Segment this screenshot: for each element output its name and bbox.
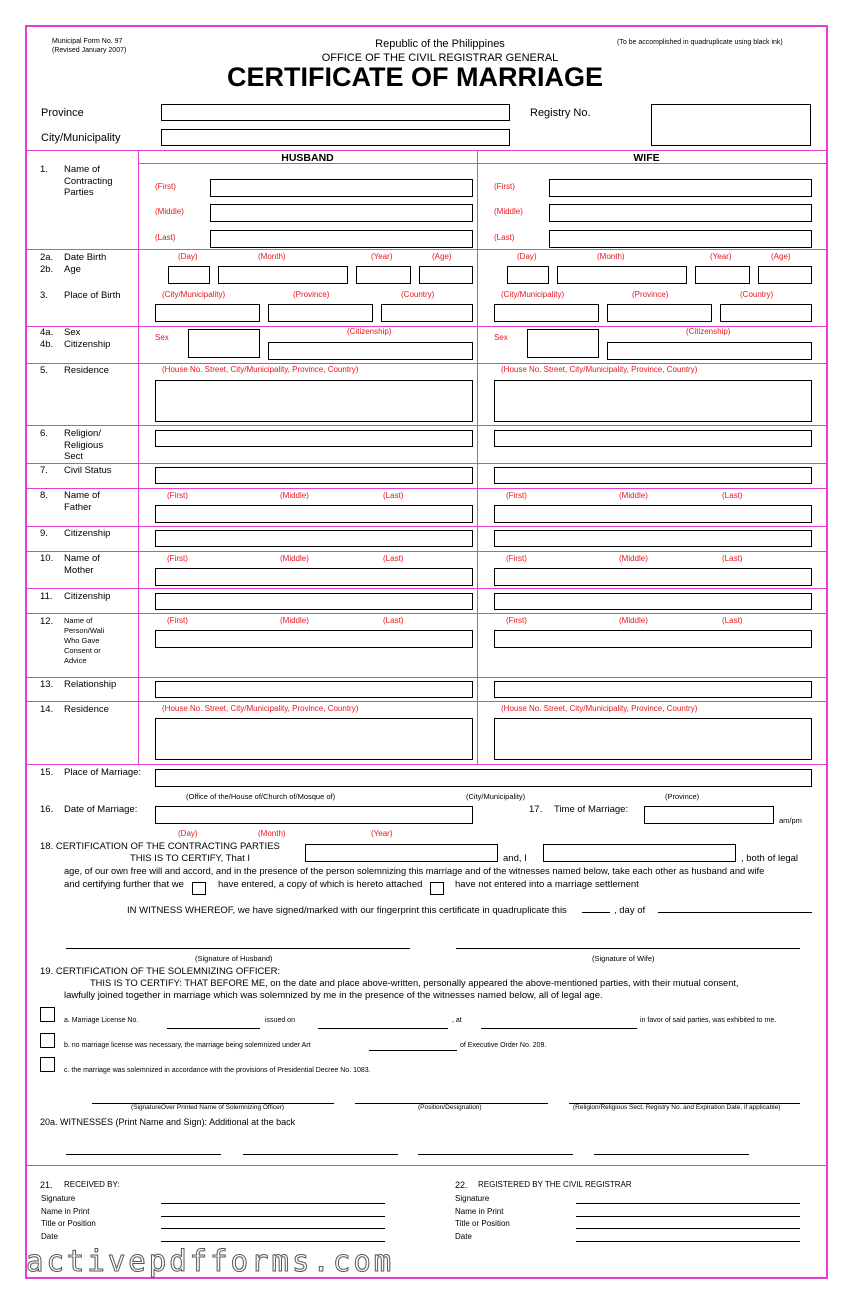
cert18-further: and certifying further that we <box>64 879 184 890</box>
option-a-label: a. Marriage License No. <box>64 1017 139 1024</box>
husband-birth-year[interactable] <box>356 266 411 284</box>
grid-line <box>25 764 828 765</box>
sublabel-first: (First) <box>494 182 515 191</box>
license-issued-date-field[interactable] <box>318 1028 448 1029</box>
wife-first-name[interactable] <box>549 179 812 197</box>
option-a-checkbox[interactable] <box>40 1007 55 1022</box>
husband-birth-day[interactable] <box>168 266 210 284</box>
sublabel-country: (Country) <box>401 290 435 299</box>
cert18-certify: THIS IS TO CERTIFY, That I <box>130 853 251 864</box>
cert18-title: 18. CERTIFICATION OF THE CONTRACTING PARTIES <box>40 841 280 852</box>
item-number: 6. <box>40 428 48 439</box>
item-number: 17. <box>529 804 543 815</box>
sublabel-residence: (House No. Street, City/Municipality, Province, Country) <box>501 365 698 374</box>
cert18-body: age, of our own free will and accord, and in the presence of the person solemnizing this marriage and of the witnesses named below, take each other as husband and wife <box>64 866 765 876</box>
sublabel-age: (Age) <box>432 252 452 261</box>
witnesses-label: 20a. WITNESSES (Print Name and Sign): Additional at the back <box>40 1117 296 1127</box>
grid-line <box>25 613 828 614</box>
sublabel-province: (Province) <box>632 290 669 299</box>
date-of-marriage-label: Date of Marriage: <box>64 804 138 815</box>
received-signature-field[interactable] <box>161 1203 385 1204</box>
ampm-label: am/pm <box>779 816 802 825</box>
witness-line-3[interactable] <box>418 1154 573 1155</box>
sublabel-last: (Last) <box>383 554 404 563</box>
cert18-day-of: , day of <box>614 905 646 916</box>
grid-line <box>25 1165 828 1166</box>
registered-date-label: Date <box>455 1232 472 1241</box>
sublabel-sex: Sex <box>155 333 169 342</box>
grid-line <box>25 425 828 426</box>
registry-label: Registry No. <box>530 107 591 119</box>
grid-line <box>477 150 478 764</box>
sublabel-city: (City/Municipality) <box>501 290 565 299</box>
officer-religion-label: (Religion/Religious Sect, Registry No. and Expiration Date, if applicable) <box>573 1104 781 1111</box>
wife-mother-name[interactable] <box>494 568 812 586</box>
cert19-line2: lawfully joined together in marriage which was solemnized by me in the presence of the witnesses named below, all of legal age. <box>64 990 603 1001</box>
option-b-label: b. no marriage license was necessary, the marriage being solemnized under Art <box>64 1042 311 1049</box>
row-label-mother: Name of Mother <box>64 553 100 576</box>
husband-religion[interactable] <box>155 430 473 447</box>
row-label-father: Name of Father <box>64 490 100 513</box>
item-number: 2a. 2b. <box>40 252 54 275</box>
wife-father-name[interactable] <box>494 505 812 523</box>
officer-position-label: (Position/Designation) <box>418 1104 482 1111</box>
item-number: 4a. 4b. <box>40 327 54 350</box>
wife-header: WIFE <box>633 152 660 164</box>
cert19-title: 19. CERTIFICATION OF THE SOLEMNIZING OFFICER: <box>40 966 281 977</box>
husband-age[interactable] <box>419 266 473 284</box>
province-field[interactable] <box>161 104 510 121</box>
place-of-marriage-field[interactable] <box>155 769 812 787</box>
husband-header: HUSBAND <box>281 152 334 164</box>
sublabel-first: (First) <box>506 554 527 563</box>
sublabel-citizenship: (Citizenship) <box>686 327 731 336</box>
sublabel-first: (First) <box>506 616 527 625</box>
cert18-wife-name[interactable] <box>543 844 736 862</box>
sublabel-middle: (Middle) <box>280 616 309 625</box>
wife-birth-year[interactable] <box>695 266 750 284</box>
grid-line <box>25 551 828 552</box>
grid-line <box>25 588 828 589</box>
husband-consent-residence[interactable] <box>155 718 473 760</box>
husband-sex[interactable] <box>188 329 260 358</box>
wife-signature-line[interactable] <box>456 948 800 949</box>
husband-first-name[interactable] <box>210 179 473 197</box>
page-title: CERTIFICATE OF MARRIAGE <box>227 62 603 92</box>
row-label-citizenship: Citizenship <box>64 528 111 539</box>
instruction-note: (To be accomplished in quadruplicate using black ink) <box>617 39 783 46</box>
husband-relationship[interactable] <box>155 681 473 698</box>
cert18-and-i: and, I <box>503 853 527 864</box>
sublabel-day: (Day) <box>517 252 537 261</box>
sublabel-province: (Province) <box>293 290 330 299</box>
row-label-consent: Name of Person/Wali Who Gave Consent or Advice <box>64 616 105 665</box>
husband-birth-city[interactable] <box>155 304 260 322</box>
place-sublabel-office: (Office of the/House of/Church of/Mosque of) <box>186 792 336 801</box>
registered-title: REGISTERED BY THE CIVIL REGISTRAR <box>478 1180 632 1189</box>
wife-consent-residence[interactable] <box>494 718 812 760</box>
option-b-checkbox[interactable] <box>40 1033 55 1048</box>
sublabel-day: (Day) <box>178 829 198 838</box>
wife-religion[interactable] <box>494 430 812 447</box>
item-number: 9. <box>40 528 48 539</box>
wife-relationship[interactable] <box>494 681 812 698</box>
sublabel-year: (Year) <box>371 252 393 261</box>
received-signature-label: Signature <box>41 1194 76 1203</box>
option-c-checkbox[interactable] <box>40 1057 55 1072</box>
place-sublabel-city: (City/Municipality) <box>466 792 526 801</box>
cert18-husband-name[interactable] <box>305 844 498 862</box>
sublabel-middle: (Middle) <box>280 491 309 500</box>
sublabel-middle: (Middle) <box>619 491 648 500</box>
registered-title-label: Title or Position <box>455 1219 510 1228</box>
license-issued-place-field[interactable] <box>481 1028 637 1029</box>
husband-civil-status[interactable] <box>155 467 473 484</box>
option-b-eo: of Executive Order No. 209. <box>460 1042 547 1049</box>
received-title-label: Title or Position <box>41 1219 96 1228</box>
sublabel-last: (Last) <box>722 616 743 625</box>
cert18-legal: , both of legal <box>741 853 799 864</box>
city-label: City/Municipality <box>41 132 121 144</box>
entered-checkbox[interactable] <box>192 882 206 895</box>
row-label-relationship: Relationship <box>64 679 117 690</box>
sublabel-month: (Month) <box>258 252 286 261</box>
row-label-residence: Residence <box>64 365 109 376</box>
option-a-favor: in favor of said parties, was exhibited to me. <box>640 1017 777 1024</box>
received-name-field[interactable] <box>161 1216 385 1217</box>
wife-sex[interactable] <box>527 329 599 358</box>
sublabel-last: (Last) <box>722 554 743 563</box>
sublabel-last: (Last) <box>494 233 515 242</box>
watermark: activepdfforms.com <box>26 1244 395 1278</box>
registered-date-field[interactable] <box>576 1241 800 1242</box>
husband-mother-citizenship[interactable] <box>155 593 473 610</box>
sublabel-middle: (Middle) <box>280 554 309 563</box>
husband-consent-name[interactable] <box>155 630 473 648</box>
grid-line <box>25 677 828 678</box>
day-field[interactable] <box>582 912 610 913</box>
wife-age[interactable] <box>758 266 812 284</box>
husband-father-citizenship[interactable] <box>155 530 473 547</box>
sublabel-month: (Month) <box>258 829 286 838</box>
sublabel-residence: (House No. Street, City/Municipality, Province, Country) <box>162 704 359 713</box>
grid-line <box>25 363 828 364</box>
option-c-label: c. the marriage was solemnized in accordance with the provisions of Presidential Decree No. 1083. <box>64 1067 371 1074</box>
wife-civil-status[interactable] <box>494 467 812 484</box>
wife-last-name[interactable] <box>549 230 812 248</box>
item-number: 14. <box>40 704 54 715</box>
cert18-entered: have entered, a copy of which is hereto attached <box>218 879 423 890</box>
grid-line <box>25 150 828 151</box>
item-number: 15. <box>40 767 54 778</box>
witness-line-4[interactable] <box>594 1154 749 1155</box>
place-sublabel-province: (Province) <box>665 792 700 801</box>
sublabel-last: (Last) <box>383 616 404 625</box>
place-of-marriage-label: Place of Marriage: <box>64 767 142 778</box>
wife-citizenship[interactable] <box>607 342 812 360</box>
item-number: 13. <box>40 679 54 690</box>
grid-line <box>138 163 828 164</box>
received-title-field[interactable] <box>161 1228 385 1229</box>
item-number: 22. <box>455 1180 468 1190</box>
received-date-field[interactable] <box>161 1241 385 1242</box>
wife-birth-month[interactable] <box>557 266 687 284</box>
cert19-line1: THIS IS TO CERTIFY: THAT BEFORE ME, on the date and place above-written, personally appeared the above-mentioned parties, with their mutual consent, <box>90 978 739 988</box>
sublabel-city: (City/Municipality) <box>162 290 226 299</box>
not-entered-checkbox[interactable] <box>430 882 444 895</box>
registered-signature-label: Signature <box>455 1194 490 1203</box>
cert18-not-entered: have not entered into a marriage settlement <box>455 879 639 890</box>
witness-line-1[interactable] <box>66 1154 221 1155</box>
sublabel-last: (Last) <box>155 233 176 242</box>
sublabel-residence: (House No. Street, City/Municipality, Province, Country) <box>501 704 698 713</box>
province-label: Province <box>41 107 84 119</box>
husband-birth-province[interactable] <box>268 304 373 322</box>
article-number-field[interactable] <box>369 1050 457 1051</box>
husband-last-name[interactable] <box>210 230 473 248</box>
license-number-field[interactable] <box>167 1028 260 1029</box>
registered-signature-field[interactable] <box>576 1203 800 1204</box>
item-number: 1. <box>40 164 48 175</box>
received-title: RECEIVED BY: <box>64 1180 120 1189</box>
option-a-at: , at <box>452 1017 462 1024</box>
husband-middle-name[interactable] <box>210 204 473 222</box>
sublabel-first: (First) <box>155 182 176 191</box>
grid-line <box>25 463 828 464</box>
registered-name-field[interactable] <box>576 1216 800 1217</box>
sublabel-middle: (Middle) <box>155 207 184 216</box>
city-field[interactable] <box>161 129 510 146</box>
wife-residence[interactable] <box>494 380 812 422</box>
item-number: 3. <box>40 290 48 301</box>
grid-line <box>25 526 828 527</box>
sublabel-sex: Sex <box>494 333 508 342</box>
sublabel-month: (Month) <box>597 252 625 261</box>
sublabel-year: (Year) <box>710 252 732 261</box>
form-number: Municipal Form No. 97 <box>52 38 123 45</box>
sublabel-year: (Year) <box>371 829 393 838</box>
husband-father-name[interactable] <box>155 505 473 523</box>
option-a-issued: issued on <box>265 1017 295 1024</box>
item-number: 12. <box>40 616 54 627</box>
wife-father-citizenship[interactable] <box>494 530 812 547</box>
sublabel-residence: (House No. Street, City/Municipality, Province, Country) <box>162 365 359 374</box>
sublabel-middle: (Middle) <box>619 554 648 563</box>
officer-signature-label: (SignatureOver Printed Name of Solemnizing Officer) <box>131 1104 285 1111</box>
sublabel-last: (Last) <box>383 491 404 500</box>
registry-field[interactable] <box>651 104 811 146</box>
row-label-religion: Religion/ Religious Sect <box>64 428 104 462</box>
sublabel-day: (Day) <box>178 252 198 261</box>
sublabel-middle: (Middle) <box>494 207 523 216</box>
item-number: 5. <box>40 365 48 376</box>
wife-birth-country[interactable] <box>720 304 812 322</box>
row-label-birth: Date Birth Age <box>64 252 107 275</box>
wife-birth-province[interactable] <box>607 304 712 322</box>
received-date-label: Date <box>41 1232 58 1241</box>
wife-middle-name[interactable] <box>549 204 812 222</box>
item-number: 16. <box>40 804 54 815</box>
witness-line-2[interactable] <box>243 1154 398 1155</box>
sublabel-last: (Last) <box>722 491 743 500</box>
wife-consent-name[interactable] <box>494 630 812 648</box>
grid-line <box>138 150 139 764</box>
time-of-marriage-field[interactable] <box>644 806 774 824</box>
husband-signature-label: (Signature of Husband) <box>195 954 273 963</box>
office-heading: OFFICE OF THE CIVIL REGISTRAR GENERAL <box>321 52 559 64</box>
sublabel-first: (First) <box>167 554 188 563</box>
sublabel-first: (First) <box>506 491 527 500</box>
date-of-marriage-field[interactable] <box>155 806 473 824</box>
grid-line <box>25 488 828 489</box>
row-label-name: Name of Contracting Parties <box>64 164 113 198</box>
received-name-label: Name in Print <box>41 1207 90 1216</box>
sublabel-first: (First) <box>167 616 188 625</box>
husband-signature-line[interactable] <box>66 948 410 949</box>
sublabel-citizenship: (Citizenship) <box>347 327 392 336</box>
row-label-residence: Residence <box>64 704 109 715</box>
sublabel-first: (First) <box>167 491 188 500</box>
grid-line <box>25 701 828 702</box>
item-number: 8. <box>40 490 48 501</box>
row-label-civil-status: Civil Status <box>64 465 112 476</box>
item-number: 10. <box>40 553 54 564</box>
wife-mother-citizenship[interactable] <box>494 593 812 610</box>
time-of-marriage-label: Time of Marriage: <box>554 804 629 815</box>
wife-birth-city[interactable] <box>494 304 599 322</box>
sublabel-country: (Country) <box>740 290 774 299</box>
republic-heading: Republic of the Philippines <box>375 38 505 50</box>
row-label-place-of-birth: Place of Birth <box>64 290 121 301</box>
registered-name-label: Name in Print <box>455 1207 504 1216</box>
husband-mother-name[interactable] <box>155 568 473 586</box>
month-year-field[interactable] <box>658 912 812 913</box>
row-label-sex: Sex Citizenship <box>64 327 111 350</box>
husband-citizenship[interactable] <box>268 342 473 360</box>
husband-birth-country[interactable] <box>381 304 473 322</box>
grid-line <box>25 249 828 250</box>
husband-residence[interactable] <box>155 380 473 422</box>
item-number: 11. <box>40 591 53 602</box>
husband-birth-month[interactable] <box>218 266 348 284</box>
sublabel-middle: (Middle) <box>619 616 648 625</box>
cert18-witness: IN WITNESS WHEREOF, we have signed/marked with our fingerprint this certificate in quadruplicate this <box>127 905 567 916</box>
wife-birth-day[interactable] <box>507 266 549 284</box>
wife-signature-label: (Signature of Wife) <box>592 954 655 963</box>
revised-date: (Revised January 2007) <box>52 47 127 54</box>
item-number: 7. <box>40 465 48 476</box>
item-number: 21. <box>40 1180 53 1190</box>
registered-title-field[interactable] <box>576 1228 800 1229</box>
row-label-citizenship: Citizenship <box>64 591 111 602</box>
sublabel-age: (Age) <box>771 252 791 261</box>
